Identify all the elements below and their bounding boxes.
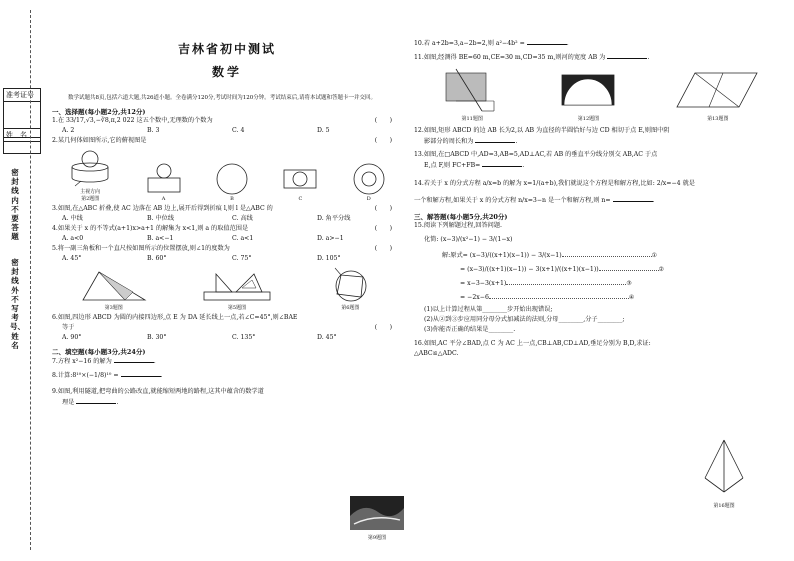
q3-text: 3.如图,在△ABC 折叠,使 AC 边落在 AB 边上,展开后得到折痕 l,则 l 是△ABC 的 bbox=[52, 205, 273, 212]
question-13-cont: E,点 F,则 FC+FB= . bbox=[414, 160, 789, 171]
answer-blank[interactable] bbox=[607, 52, 647, 59]
seal-warning-outer: 密封线外不写考号、姓名 bbox=[10, 258, 25, 350]
option-c: C. 高线 bbox=[232, 215, 253, 222]
dotted-leader bbox=[562, 251, 652, 257]
exam-number-label: 准考证号 bbox=[4, 89, 40, 102]
option-b: B. 中位线 bbox=[147, 215, 175, 222]
set-squares-ruler-icon bbox=[202, 270, 272, 304]
fig-11 bbox=[442, 67, 502, 122]
question-9-cont: 理是 . bbox=[52, 397, 402, 408]
step-text: = (x−3)/((x+1)(x−1)) − 3(x+1)/((x+1)(x−1)) bbox=[460, 266, 599, 273]
q2-label-d: D bbox=[366, 196, 371, 202]
q15-step-2 bbox=[414, 263, 789, 277]
answer-bracket[interactable]: ( ) bbox=[374, 117, 392, 124]
fig-9 bbox=[350, 496, 404, 541]
q4-text: 4.如果关于 x 的不等式(a+1)x>a+1 的解集为 x<1,则 a 的取值范围是 bbox=[52, 225, 249, 232]
question-16 bbox=[414, 339, 789, 349]
q3-options bbox=[52, 214, 402, 224]
option-c: C. 4 bbox=[232, 127, 245, 134]
q1-text: 1.在 33/17,√3,−∛8,π,2 022 这五个数中,无理数的个数为 bbox=[52, 117, 213, 124]
answer-bracket[interactable]: ( ) bbox=[374, 225, 392, 232]
q6-text: 6.如图,四边形 ABCD 为圆的内接四边形,点 E 为 DA 延长线上一点,若∠C=45°,则∠BAE bbox=[52, 314, 298, 321]
q2-label-a: A bbox=[161, 196, 166, 202]
q15-expression bbox=[414, 235, 789, 245]
question-11: 11.如图,经测得 BE=60 m,CE=30 m,CD=35 m,则河的宽度 AB 为 . bbox=[414, 54, 650, 61]
exam-subject: 数学 bbox=[211, 65, 242, 79]
answer-blank[interactable] bbox=[114, 356, 154, 363]
answer-bracket[interactable]: ( ) bbox=[374, 324, 392, 331]
option-b: B. 30° bbox=[147, 334, 167, 341]
fig-3 bbox=[79, 270, 149, 311]
q16-text: 16.如图,AC 平分∠BAD,点 C 为 AC 上一点,CB⊥AB,CD⊥AD,垂足分别为 B,D,求证: bbox=[414, 340, 651, 347]
q5-options bbox=[52, 254, 402, 264]
q2-text: 2.某几何体如图所示,它的俯视图是 bbox=[52, 137, 147, 144]
fig6-caption: 第6题图 bbox=[341, 305, 360, 311]
q2-label-c: C bbox=[298, 196, 303, 202]
right-column bbox=[414, 38, 789, 558]
q2-label-b: B bbox=[230, 196, 234, 202]
option-d: D. 角平分线 bbox=[317, 215, 351, 222]
question-2 bbox=[52, 136, 402, 146]
q6-options bbox=[52, 333, 402, 343]
answer-blank[interactable] bbox=[482, 160, 522, 167]
fig9-caption: 第9题图 bbox=[367, 535, 387, 541]
step-number: ② bbox=[658, 266, 665, 273]
answer-blank[interactable] bbox=[613, 195, 653, 202]
question-10: 10.若 a+2b=3,a−2b=2,则 a²−4b² = . bbox=[414, 40, 569, 47]
question-7: 7.方程 x²−16 的解为 . bbox=[52, 358, 156, 365]
q2-view-direction: 主视方向 bbox=[80, 189, 101, 195]
q2-caption: 第2题图 bbox=[81, 196, 100, 202]
seal-line bbox=[30, 10, 31, 550]
option-d: D. 45° bbox=[317, 334, 337, 341]
triangle-fold-icon bbox=[79, 270, 149, 304]
section1-title: 一、选择题(每小题2分,共12分) bbox=[52, 108, 146, 116]
q15-step-1 bbox=[414, 249, 789, 263]
option-d: D. 105° bbox=[317, 255, 341, 262]
question-4 bbox=[52, 224, 402, 234]
q9-text: 9.如图,利用隧道,把弯曲的公路改直,就能缩短两地的路程,这其中蕴含的数学道 bbox=[52, 388, 264, 395]
question-6 bbox=[52, 313, 402, 323]
cylinder-sphere-icon bbox=[67, 148, 113, 188]
question-8: 8.计算:8¹⁰×(−1/8)¹⁰ = . bbox=[52, 372, 163, 379]
fig-6 bbox=[325, 266, 375, 311]
parallelogram-bisector-icon bbox=[675, 67, 761, 115]
option-b: B. 60° bbox=[147, 255, 167, 262]
q15-step-4 bbox=[414, 291, 789, 305]
exam-instructions: 数学试题共8页,包括六道大题,共26道小题。全卷满分120分,考试时间为120分钟。考试结束后,请将本试题和答题卡一并交回。 bbox=[68, 95, 376, 101]
step-text: 解:原式= (x−3)/((x+1)(x−1)) − 3/(x−1) bbox=[442, 252, 562, 259]
q10-text: 10.若 a+2b=3,a−2b=2,则 a²−4b² = bbox=[414, 40, 525, 47]
exam-title: 吉林省初中测试 bbox=[177, 42, 276, 56]
step-number: ③ bbox=[626, 280, 632, 287]
section2-title: 二、填空题(每小题3分,共24分) bbox=[52, 348, 146, 356]
option-a: A. 45° bbox=[62, 255, 82, 262]
fig12-caption: 第12题图 bbox=[577, 116, 600, 122]
q15-sub2[interactable]: (2)从②到③步应用同分母分式加减法的法则,分母________,分子________; bbox=[424, 316, 625, 323]
fig-5 bbox=[202, 270, 272, 311]
name-box[interactable] bbox=[3, 128, 41, 154]
fig11-caption: 第11题图 bbox=[461, 116, 483, 122]
q2-option-b-figure bbox=[214, 162, 250, 202]
q2-solid-figure bbox=[67, 148, 113, 202]
tunnel-photo-icon bbox=[350, 496, 404, 530]
fig16-caption: 第16题图 bbox=[713, 503, 735, 509]
q1-options bbox=[52, 126, 402, 136]
q15-sub3[interactable]: (3)你能否正确的结果是________. bbox=[424, 326, 516, 333]
q3-q5-q6-figures bbox=[52, 266, 402, 311]
q6-text2: 等于 bbox=[62, 324, 75, 331]
step-text: = −2x−6 bbox=[460, 294, 489, 301]
river-width-icon bbox=[442, 67, 502, 115]
option-d: D. a>−1 bbox=[317, 235, 344, 242]
q4-options bbox=[52, 234, 402, 244]
q14-text2: 一个和解方程,如果关于 x 的分式方程 n/x=3−n 是一个和解方程,则 n= bbox=[414, 197, 611, 204]
answer-blank[interactable] bbox=[475, 136, 515, 143]
question-6-cont bbox=[52, 323, 402, 333]
option-b: B. a<−1 bbox=[147, 235, 174, 242]
view-a-icon bbox=[144, 162, 184, 196]
kite-congruence-icon bbox=[699, 438, 749, 498]
fig-13 bbox=[675, 67, 761, 122]
q15-text: 15.阅读下列解题过程,回答问题. bbox=[414, 222, 503, 229]
q15-step-3 bbox=[414, 277, 789, 291]
q15-steps bbox=[414, 249, 789, 305]
question-12 bbox=[414, 126, 789, 136]
question-9 bbox=[52, 387, 402, 397]
option-d: D. 5 bbox=[317, 127, 330, 134]
step-number: ④ bbox=[628, 294, 635, 301]
option-a: A. a<0 bbox=[62, 235, 84, 242]
step-text: = x−3−3(x+1) bbox=[460, 280, 507, 287]
dotted-leader bbox=[599, 265, 659, 271]
fig3-caption: 第3题图 bbox=[104, 305, 123, 311]
step-number: ① bbox=[651, 252, 658, 259]
fig5-caption: 第5题图 bbox=[227, 305, 247, 311]
q2-option-d-figure bbox=[351, 162, 387, 202]
q12-text: 12.如图,矩形 ABCD 的边 AB 长为2,以 AB 为直径的半圆恰好与边 CD 相切于点 E,则图中阴 bbox=[414, 127, 670, 134]
q14-text: 14.若关于 x 的分式方程 a/x=b 的解为 x=1/(a+b),我们就说这个方程是和解方程,比如: 2/x=−4 就是 bbox=[414, 180, 695, 187]
option-a: A. 2 bbox=[62, 127, 75, 134]
q2-figures bbox=[52, 148, 402, 202]
view-d-icon bbox=[351, 162, 387, 196]
seal-warning-inner: 密封线内不要答题 bbox=[11, 168, 19, 242]
name-label: 姓 名 bbox=[4, 129, 40, 142]
fig13-caption: 第13题图 bbox=[707, 116, 729, 122]
fig-16 bbox=[699, 438, 749, 509]
question-5 bbox=[52, 244, 402, 254]
q5-text: 5.将一副三角板和一个直尺按如图所示的位置摆放,则∠1的度数为 bbox=[52, 245, 230, 252]
question-3 bbox=[52, 204, 402, 214]
inscribed-quadrilateral-icon bbox=[325, 266, 375, 304]
question-13 bbox=[414, 150, 789, 160]
question-16-cont bbox=[414, 349, 789, 359]
question-12-cont: 影部分的周长和为 . bbox=[414, 136, 789, 147]
q8-text: 8.计算:8¹⁰×(−1/8)¹⁰ = bbox=[52, 372, 119, 379]
q15-sub1[interactable]: (1)以上计算过程从第________步开始出现错误; bbox=[424, 306, 553, 313]
option-c: C. 75° bbox=[232, 255, 252, 262]
view-c-icon bbox=[280, 162, 320, 196]
q11-text: 11.如图,经测得 BE=60 m,CE=30 m,CD=35 m,则河的宽度 AB 为 bbox=[414, 54, 606, 61]
q13-text2: E,点 F,则 FC+FB= bbox=[424, 162, 481, 169]
option-c: C. 135° bbox=[232, 334, 256, 341]
dotted-leader bbox=[489, 293, 629, 299]
q16-text2: △ABC≌△ADC. bbox=[414, 350, 459, 357]
question-14 bbox=[414, 179, 789, 189]
q7-text: 7.方程 x²−16 的解为 bbox=[52, 358, 112, 365]
rectangle-semicircle-icon bbox=[558, 67, 618, 115]
q2-option-a-figure bbox=[144, 162, 184, 202]
question-15 bbox=[414, 221, 789, 231]
q15-simplify: 化简: (x−3)/(x²−1) − 3/(1−x) bbox=[424, 236, 513, 243]
answer-blank[interactable] bbox=[76, 397, 116, 404]
answer-blank[interactable] bbox=[121, 370, 161, 377]
question-14-cont: 一个和解方程,如果关于 x 的分式方程 n/x=3−n 是一个和解方程,则 n= . bbox=[414, 197, 655, 204]
answer-bracket[interactable]: ( ) bbox=[374, 205, 392, 212]
option-a: A. 中线 bbox=[62, 215, 83, 222]
section3-title: 三、解答题(每小题5分,共20分) bbox=[414, 213, 508, 221]
fig-12 bbox=[558, 67, 618, 122]
option-c: C. a<1 bbox=[232, 235, 254, 242]
left-column bbox=[52, 40, 402, 555]
option-a: A. 90° bbox=[62, 334, 82, 341]
binding-strip bbox=[0, 0, 44, 561]
q12-text2: 影部分的周长和为 bbox=[424, 138, 474, 145]
q11-q13-figures bbox=[414, 67, 789, 122]
q13-text: 13.如图,在□ABCD 中,AD=3,AB=5,AD⊥AC,若 AB 的垂直平分线分别交 AB,AC 于点 bbox=[414, 151, 658, 158]
answer-bracket[interactable]: ( ) bbox=[374, 245, 392, 252]
q9-text2: 理是 bbox=[62, 399, 75, 406]
answer-blank[interactable] bbox=[527, 38, 567, 45]
view-b-icon bbox=[214, 162, 250, 196]
answer-bracket[interactable]: ( ) bbox=[374, 137, 392, 144]
dotted-leader bbox=[506, 279, 626, 285]
option-b: B. 3 bbox=[147, 127, 160, 134]
q2-option-c-figure bbox=[280, 162, 320, 202]
question-1 bbox=[52, 116, 402, 126]
